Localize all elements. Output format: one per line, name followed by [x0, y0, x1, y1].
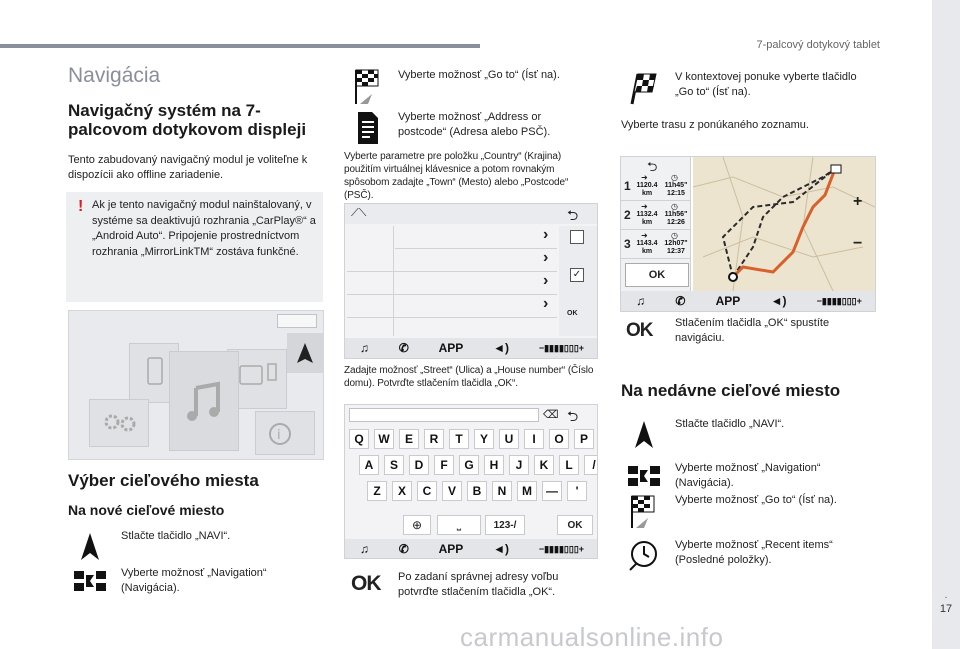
back-icon[interactable]: ⮌: [567, 207, 579, 223]
keyboard-key[interactable]: D: [409, 455, 429, 475]
arrow-right-icon: ➜: [641, 173, 648, 182]
delete-icon[interactable]: ⌫: [543, 409, 559, 421]
warning-icon: !: [78, 198, 84, 215]
keyboard-key[interactable]: Z: [367, 481, 387, 501]
status-bar: [345, 338, 598, 358]
status-bar: [621, 291, 876, 311]
route-text: Vyberte trasu z ponúkaného zoznamu.: [621, 119, 809, 131]
navi-arrow-icon: [80, 532, 100, 562]
keyboard-key[interactable]: /: [584, 455, 598, 475]
ok-button[interactable]: OK: [567, 310, 578, 317]
header-rule: [0, 44, 480, 48]
keyboard-key[interactable]: K: [534, 455, 554, 475]
route-option[interactable]: [621, 173, 691, 201]
go-to-flag-icon: [352, 68, 380, 106]
destination-heading: Výber cieľového miesta: [68, 471, 259, 490]
settings-tile: [89, 399, 149, 447]
info-tile: [255, 411, 315, 455]
params-text: Vyberte parametre pre položku „Country“ (Krajina) použitím virtuálnej klávesnice a potom rovnakým spôsobom zadajte „Town“ (Mesto) alebo „Postcode“ (PSČ).: [344, 151, 569, 201]
keyboard-key[interactable]: A: [359, 455, 379, 475]
app-button[interactable]: APP: [438, 341, 464, 355]
chapter-title: 7-palcový dotykový tablet: [756, 39, 880, 51]
keyboard-key[interactable]: X: [392, 481, 412, 501]
keyboard-key[interactable]: I: [524, 429, 544, 449]
route-screen: [620, 156, 876, 312]
volume-icon[interactable]: ◄): [770, 294, 787, 308]
arrow-right-icon: ➜: [641, 202, 648, 211]
keyboard-key[interactable]: R: [424, 429, 444, 449]
route-option[interactable]: [621, 231, 691, 259]
route-distance: 1132.4 km: [636, 211, 658, 226]
chevron-right-icon[interactable]: ›: [543, 226, 549, 243]
navi-arrow-icon: [634, 420, 654, 450]
zoom-in-icon[interactable]: +: [853, 193, 863, 210]
keyboard-screen: [344, 404, 598, 559]
music-icon[interactable]: ♫: [359, 341, 369, 355]
music-tile: [169, 351, 239, 451]
keyboard-key[interactable]: C: [417, 481, 437, 501]
recent-heading: Na nedávne cieľové miesto: [621, 381, 841, 400]
address-field-list: [347, 226, 557, 336]
address-text: Vyberte možnosť „Address or postcode“ (Adresa alebo PSČ).: [398, 111, 551, 138]
route-number: 1: [624, 179, 631, 193]
section-title: Navigácia: [68, 64, 161, 87]
recent-items-text: Vyberte možnosť „Recent items“ (Posledné položky).: [675, 539, 833, 566]
keyboard-key[interactable]: F: [434, 455, 454, 475]
text-entry-field[interactable]: [349, 408, 539, 422]
keyboard-key[interactable]: Q: [349, 429, 369, 449]
virtual-keyboard: [345, 429, 598, 509]
keyboard-key[interactable]: L: [559, 455, 579, 475]
space-key[interactable]: ⎵: [437, 515, 481, 535]
route-time: 11h56" 12:26: [664, 211, 688, 226]
home-screen-illustration: [68, 310, 324, 460]
navigation-menu-icon: [72, 569, 108, 593]
music-icon[interactable]: ♫: [636, 294, 646, 308]
nav-system-heading: Navigačný systém na 7-palcovom dotykovom displeji: [68, 101, 307, 139]
route-ok-button[interactable]: OK: [625, 263, 689, 287]
checkbox-checked[interactable]: ✓: [570, 268, 584, 282]
volume-control[interactable]: −▮▮▮▮▯▯▯+: [538, 543, 585, 554]
volume-icon[interactable]: ◄): [493, 542, 510, 556]
music-icon[interactable]: ♫: [359, 542, 369, 556]
watermark: carmanualsonline.info: [460, 622, 724, 649]
route-time: 11h45" 12:15: [664, 182, 688, 197]
recent-navi-text: Stlačte tlačidlo „NAVI“.: [675, 418, 785, 430]
route-number: 2: [624, 208, 631, 222]
ok-icon: OK: [351, 572, 381, 595]
keyboard-key[interactable]: S: [384, 455, 404, 475]
keyboard-key[interactable]: J: [509, 455, 529, 475]
volume-icon[interactable]: ◄): [493, 341, 510, 355]
keyboard-key[interactable]: W: [374, 429, 394, 449]
clock-icon: ◷: [671, 231, 678, 240]
keyboard-key[interactable]: B: [467, 481, 487, 501]
keyboard-ok-key[interactable]: OK: [557, 515, 593, 535]
svg-text:i: i: [277, 428, 281, 443]
clock-icon: ◷: [671, 202, 678, 211]
recent-navigation-text: Vyberte možnosť „Navigation“ (Navigácia).: [675, 462, 821, 489]
keyboard-key[interactable]: U: [499, 429, 519, 449]
address-screen: [344, 203, 598, 359]
zoom-out-icon[interactable]: −: [853, 235, 863, 252]
route-number: 3: [624, 237, 631, 251]
app-button[interactable]: APP: [438, 542, 464, 556]
ok-icon: OK: [626, 320, 653, 341]
chevron-right-icon[interactable]: ›: [543, 249, 549, 266]
recent-goto-text: Vyberte možnosť „Go to“ (Ísť na).: [675, 494, 837, 506]
address-screen-header: [345, 204, 598, 224]
recent-items-icon: [626, 538, 660, 572]
route-distance: 1143.4 km: [636, 240, 658, 255]
volume-control[interactable]: −▮▮▮▮▯▯▯+: [538, 342, 585, 353]
keyboard-key[interactable]: G: [459, 455, 479, 475]
app-button[interactable]: APP: [715, 294, 741, 308]
keyboard-key[interactable]: E: [399, 429, 419, 449]
keyboard-key[interactable]: P: [574, 429, 594, 449]
chevron-right-icon[interactable]: ›: [543, 295, 549, 312]
phone-icon[interactable]: ✆: [675, 294, 686, 308]
phone-icon[interactable]: ✆: [398, 341, 409, 355]
map-icon: ⟋⟍: [351, 207, 367, 219]
keyboard-key[interactable]: ': [567, 481, 587, 501]
keyboard-key[interactable]: M: [517, 481, 537, 501]
context-text: V kontextovej ponuke vyberte tlačidlo „Go to“ (Ísť na).: [675, 71, 857, 98]
keyboard-key[interactable]: —: [542, 481, 562, 501]
navigation-menu-icon: [626, 464, 662, 488]
keyboard-key[interactable]: T: [449, 429, 469, 449]
go-to-flag-icon: [628, 494, 656, 530]
note-text: Ak je tento navigačný modul nainštalovaný, v systéme sa deaktivujú rozhrania „CarPlay®“ a „Android Auto“. Pripojenie prostredníctvom rozhrania „MirrorLinkTM“ zostáva funkčné.: [92, 199, 316, 258]
status-bar: [345, 539, 598, 559]
route-time: 12h07" 12:37: [664, 240, 688, 255]
globe-key[interactable]: ⊕: [403, 515, 431, 535]
side-panel: [559, 226, 597, 336]
step-navi-text: Stlačte tlačidlo „NAVI“.: [121, 530, 231, 542]
arrow-right-icon: ➜: [641, 231, 648, 240]
clock-icon: ◷: [671, 173, 678, 182]
keyboard-key[interactable]: O: [549, 429, 569, 449]
keyboard-key[interactable]: V: [442, 481, 462, 501]
page-number: 17: [939, 603, 953, 615]
route-distance: 1120.4 km: [636, 182, 658, 197]
intro-text: Tento zabudovaný navigačný modul je voliteľne k dispozícii ako offline zariadenie.: [68, 154, 308, 181]
keyboard-key[interactable]: H: [484, 455, 504, 475]
route-list: [621, 157, 691, 291]
start-text: Stlačením tlačidla „OK“ spustíte navigáciu.: [675, 317, 830, 344]
keyboard-key[interactable]: N: [492, 481, 512, 501]
chevron-right-icon[interactable]: ›: [543, 272, 549, 289]
route-option[interactable]: [621, 202, 691, 230]
go-to-text: Vyberte možnosť „Go to“ (Ísť na).: [398, 69, 560, 81]
keyboard-key[interactable]: Y: [474, 429, 494, 449]
go-to-flag-icon: [626, 70, 658, 108]
confirm-text: Po zadaní správnej adresy voľbu potvrďte stlačením tlačidla „OK“.: [398, 571, 559, 598]
step-navigation-text: Vyberte možnosť „Navigation“ (Navigácia).: [121, 567, 267, 594]
page-margin-band: [932, 0, 960, 649]
street-text: Zadajte možnosť „Street“ (Ulica) a „House number“ (Číslo domu). Potvrďte stlačením tlačidla „OK“.: [344, 365, 594, 389]
screen-top-button: [277, 314, 317, 328]
phone-icon[interactable]: ✆: [398, 542, 409, 556]
back-icon[interactable]: ⮌: [647, 159, 658, 174]
numeric-key[interactable]: 123-/: [485, 515, 525, 535]
route-map[interactable]: [693, 157, 875, 291]
page-marker: .: [944, 590, 948, 601]
nav-tile: [287, 333, 323, 373]
new-destination-heading: Na nové cieľové miesto: [68, 502, 225, 518]
address-document-icon: [352, 110, 380, 146]
checkbox[interactable]: [570, 230, 584, 244]
volume-control[interactable]: −▮▮▮▮▯▯▯+: [816, 295, 862, 306]
back-icon[interactable]: ⮌: [567, 408, 579, 424]
